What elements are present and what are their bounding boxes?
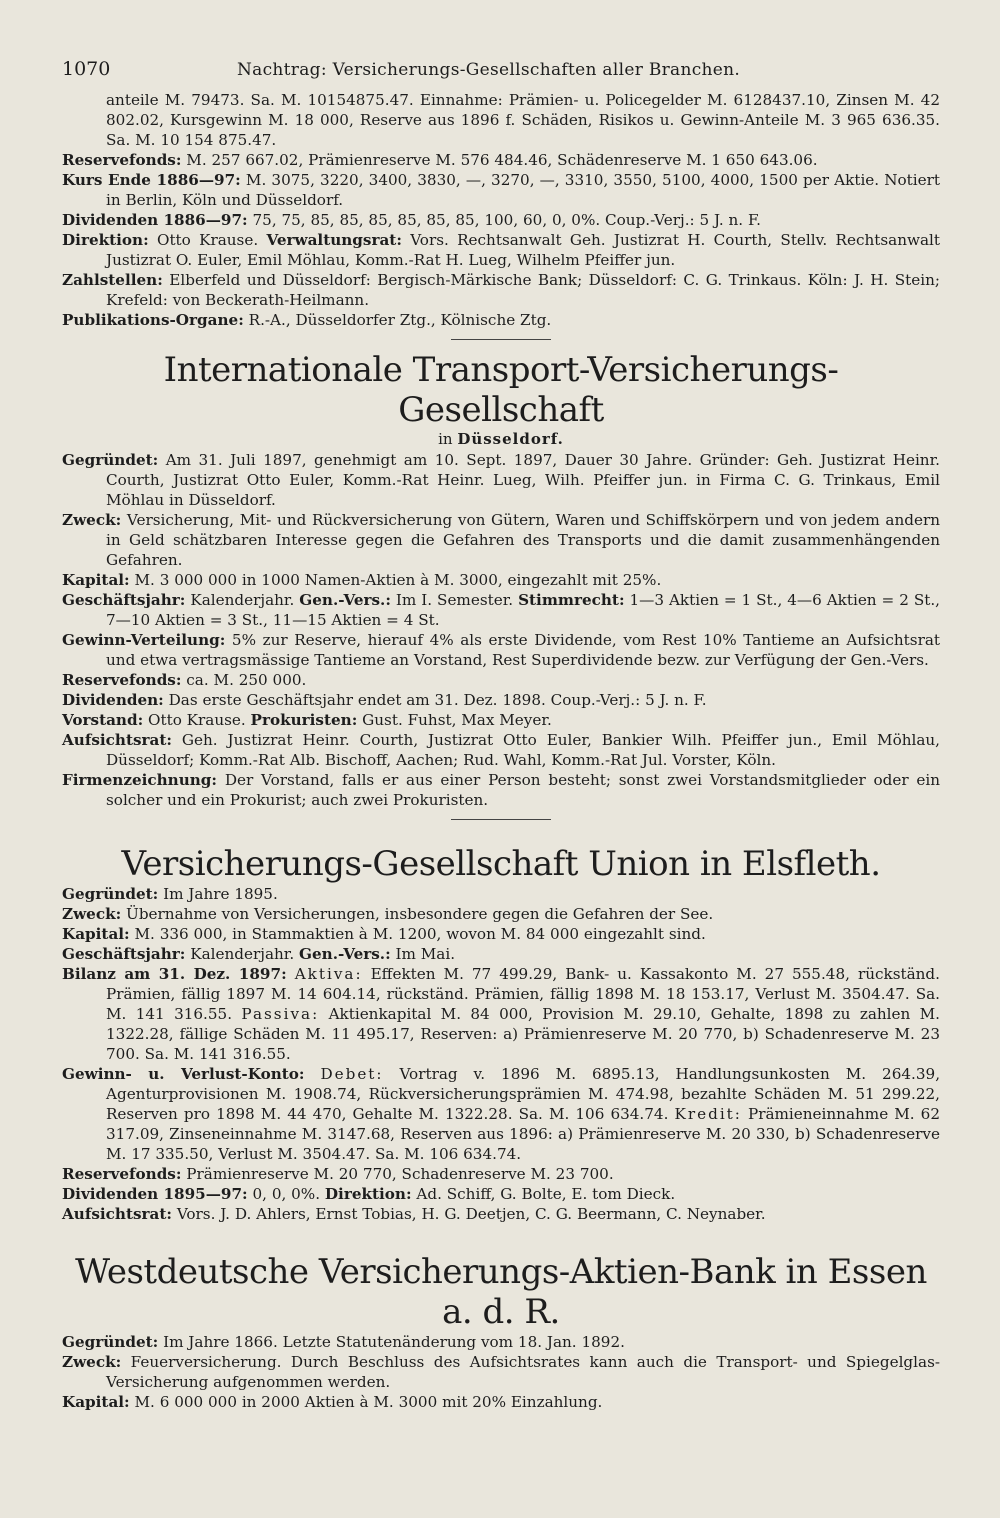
field-label: Direktion: (62, 231, 149, 249)
field-value: Im I. Semester. (395, 591, 514, 609)
subheading-place: Düsseldorf. (457, 430, 564, 448)
field-label: Zahlstellen: (62, 271, 163, 289)
entry-westdeutsche-bank (62, 1252, 940, 1412)
entry2-aufsichtsrat (62, 1204, 940, 1224)
field-label: Kapital: (62, 1393, 130, 1411)
entry2-kapital (62, 924, 940, 944)
entry1-vorstand (62, 710, 940, 730)
field-value: Im Jahre 1895. (163, 885, 278, 903)
subfield-label: Debet: (320, 1065, 384, 1083)
entry2-guv (62, 1064, 940, 1164)
field-value: Versicherung, Mit- und Rückversicherung von Gütern, Waren und Schiffskörpern und von jedem andern in Geld schätzbaren Interesse gegen die Gefahren des Transports und die damit zusammenhängenden Gefahren. (106, 511, 941, 569)
entry1-geschaeftsjahr (62, 590, 940, 630)
entry3-zweck (62, 1352, 940, 1392)
entry0-zahlstellen (62, 270, 940, 310)
field-value: Vors. J. D. Ahlers, Ernst Tobias, H. G. Deetjen, C. G. Beermann, C. Neynaber. (176, 1205, 766, 1223)
separator-rule (451, 339, 551, 340)
field-value: 5% zur Reserve, hierauf 4% als erste Dividende, vom Rest 10% Tantieme an Aufsichtsrat und etwa vertragsmässige Tantieme an Vorstand, Rest Superdividende bezw. zur Verfügung der Gen.-Vers. (106, 631, 940, 669)
entry3-gegruendet (62, 1332, 940, 1352)
field-value: Elberfeld und Düsseldorf: Bergisch-Märkische Bank; Düsseldorf: C. G. Trinkaus. Köln: J. H. Stein; Krefeld: von Beckerath-Heilmann. (106, 271, 940, 309)
entry1-aufsichtsrat (62, 730, 940, 770)
subfield-label: Kredit: (674, 1105, 742, 1123)
entry2-zweck (62, 904, 940, 924)
field-label: Gewinn-Verteilung: (62, 631, 226, 649)
field-label: Dividenden 1895—97: (62, 1185, 248, 1203)
field-label: Gegründet: (62, 1333, 159, 1351)
field-value: R.-A., Düsseldorfer Ztg., Kölnische Ztg. (248, 311, 552, 329)
field-label: Dividenden: (62, 691, 164, 709)
entry3-kapital (62, 1392, 940, 1412)
field-value: Im Mai. (395, 945, 456, 963)
entry-heading: Internationale Transport-Versicherungs-Gesellschaft (163, 350, 839, 430)
field-value: M. 3 000 000 in 1000 Namen-Aktien à M. 3000, eingezahlt mit 25%. (134, 571, 662, 589)
field-label: Geschäftsjahr: (62, 591, 186, 609)
entry0-dividenden (62, 210, 940, 230)
field-label: Gegründet: (62, 451, 159, 469)
subheading-prefix: in (438, 430, 453, 448)
field-label: Zweck: (62, 511, 122, 529)
separator-rule (451, 819, 551, 820)
entry1-gewinn (62, 630, 940, 670)
entry-internationale-transport (62, 350, 940, 810)
entry1-gegruendet (62, 450, 940, 510)
field-label: Gen.-Vers.: (299, 591, 391, 609)
field-label: Reservefonds: (62, 1165, 182, 1183)
field-value: Prämieneinnahme M. 62 317.09, Zinseneinnahme M. 3147.68, Reserven aus 1896: a) Prämienreserve M. 20 330, b) Schadenreserve M. 17 335.50, Verlust M. 3504.47. Sa. M. 106 634.74. (106, 1105, 941, 1163)
subfield-label: Passiva: (241, 1005, 320, 1023)
field-value: Kalenderjahr. (190, 945, 295, 963)
field-label: Reservefonds: (62, 151, 182, 169)
field-value: ca. M. 250 000. (186, 671, 307, 689)
subfield-label: Aktiva: (294, 965, 363, 983)
field-label: Publikations-Organe: (62, 311, 244, 329)
field-value: Feuerversicherung. Durch Beschluss des Aufsichtsrates kann auch die Transport- und Spiegelglas-Versicherung aufgenommen werden. (106, 1353, 940, 1391)
entry2-reservefonds (62, 1164, 940, 1184)
field-value: Geh. Justizrat Heinr. Courth, Justizrat Otto Euler, Bankier Wilh. Pfeiffer jun., Emil Möhlau, Düsseldorf; Komm.-Rat Alb. Bischoff, Aachen; Rud. Wahl, Komm.-Rat Jul. Vorster, Köln. (106, 731, 941, 769)
field-value: Vortrag v. 1896 M. 6895.13, Handlungsunkosten M. 264.39, Agenturprovisionen M. 1908.74, Rückversicherungsprämien M. 474.98, bezahlte Schäden M. 51 299.22, Reserven pro 1898 M. 44 470, Gehalte M. 1322.28. Sa. M. 106 634.74. (106, 1065, 941, 1123)
field-value: Otto Krause. (148, 711, 246, 729)
entry1-kapital (62, 570, 940, 590)
entry2-gegruendet (62, 884, 940, 904)
entry0-intro: anteile M. 79473. Sa. M. 10154875.47. Einnahme: Prämien- u. Policegelder M. 6128437.10, Zinsen M. 42 802.02, Kursgewinn M. 18 000, Reserve aus 1896 f. Schäden, Risikos u. Gewinn-Anteile M. 3 965 636.35. Sa. M. 10 154 875.47. (106, 91, 940, 149)
spacer (62, 1224, 940, 1252)
field-value: Am 31. Juli 1897, genehmigt am 10. Sept. 1897, Dauer 30 Jahre. Gründer: Geh. Justizrat Heinr. Courth, Justizrat Otto Euler, Komm.-Rat Heinr. Lueg, Wilh. Pfeiffer jun. in Firma C. G. Trinkaus, Emil Möhlau in Düsseldorf. (106, 451, 940, 509)
field-label: Gewinn- u. Verlust-Konto: (62, 1065, 305, 1083)
page-number: 1070 (62, 58, 111, 80)
entry0-kurs (62, 170, 940, 210)
entry2-bilanz (62, 964, 940, 1064)
field-value: 75, 75, 85, 85, 85, 85, 85, 85, 100, 60, 0, 0%. Coup.-Verj.: 5 J. n. F. (252, 211, 761, 229)
field-value: M. 6 000 000 in 2000 Aktien à M. 3000 mit 20% Einzahlung. (134, 1393, 603, 1411)
entry1-dividenden (62, 690, 940, 710)
field-label: Kapital: (62, 571, 130, 589)
entry-heading: Versicherungs-Gesellschaft Union in Elsfleth. (121, 844, 881, 884)
field-label: Zweck: (62, 1353, 122, 1371)
field-label: Stimmrecht: (518, 591, 625, 609)
entry-heading: Westdeutsche Versicherungs-Aktien-Bank in Essen a. d. R. (75, 1252, 927, 1332)
entry1-reservefonds (62, 670, 940, 690)
spacer (62, 830, 940, 844)
field-label: Direktion: (324, 1185, 412, 1203)
entry-union-elsfleth (62, 844, 940, 1224)
field-value: Prämienreserve M. 20 770, Schadenreserve M. 23 700. (186, 1165, 614, 1183)
field-value: Effekten M. 77 499.29, Bank- u. Kassakonto M. 27 555.48, rückständ. Prämien, fällig 1897 M. 14 604.14, rückständ. Prämien, fällig 1898 M. 18 153.17, Verlust M. 3504.47. Sa. M. 141 316.55. (106, 965, 940, 1023)
field-label: Aufsichtsrat: (62, 731, 172, 749)
field-label: Gen.-Vers.: (299, 945, 391, 963)
field-label: Vorstand: (62, 711, 144, 729)
field-label: Firmenzeichnung: (62, 771, 218, 789)
entry2-geschaeftsjahr (62, 944, 940, 964)
field-value: Otto Krause. (157, 231, 259, 249)
field-value: Im Jahre 1866. Letzte Statutenänderung vom 18. Jan. 1892. (163, 1333, 625, 1351)
entry0-reservefonds (62, 150, 940, 170)
entry1-zweck (62, 510, 940, 570)
running-head (62, 50, 940, 90)
running-title: Nachtrag: Versicherungs-Gesellschaften aller Branchen. (237, 60, 741, 80)
field-label: Geschäftsjahr: (62, 945, 186, 963)
field-value: Vors. Rechtsanwalt Geh. Justizrat H. Courth, Stellv. Rechtsanwalt Justizrat O. Euler, Emil Möhlau, Komm.-Rat H. Lueg, Wilhelm Pfeiffer jun. (106, 231, 940, 269)
entry1-firmen (62, 770, 940, 810)
field-value: Das erste Geschäftsjahr endet am 31. Dez. 1898. Coup.-Verj.: 5 J. n. F. (168, 691, 707, 709)
field-label: Kapital: (62, 925, 130, 943)
field-label: Bilanz am 31. Dez. 1897: (62, 965, 287, 983)
field-label: Dividenden 1886—97: (62, 211, 248, 229)
entry-continued (62, 90, 940, 330)
entry0-direktion (62, 230, 940, 270)
field-label: Aufsichtsrat: (62, 1205, 172, 1223)
field-value: M. 3075, 3220, 3400, 3830, —, 3270, —, 3310, 3550, 5100, 4000, 1500 per Aktie. Notiert in Berlin, Köln und Düsseldorf. (106, 171, 940, 209)
field-value: M. 257 667.02, Prämienreserve M. 576 484.46, Schädenreserve M. 1 650 643.06. (186, 151, 818, 169)
field-value: 1—3 Aktien = 1 St., 4—6 Aktien = 2 St., 7—10 Aktien = 3 St., 11—15 Aktien = 4 St. (106, 591, 940, 629)
entry0-publikation (62, 310, 940, 330)
field-value: Ad. Schiff, G. Bolte, E. tom Dieck. (416, 1185, 676, 1203)
field-value: Kalenderjahr. (190, 591, 295, 609)
field-label: Verwaltungsrat: (266, 231, 402, 249)
field-value: Der Vorstand, falls er aus einer Person besteht; sonst zwei Vorstandsmitglieder oder ein solcher und ein Prokurist; auch zwei Prokuristen. (106, 771, 941, 809)
field-value: 0, 0, 0%. (252, 1185, 321, 1203)
field-value: Übernahme von Versicherungen, insbesondere gegen die Gefahren der See. (126, 905, 714, 923)
field-label: Kurs Ende 1886—97: (62, 171, 241, 189)
field-label: Zweck: (62, 905, 122, 923)
field-value: Aktienkapital M. 84 000, Provision M. 29.10, Gehalte, 1898 zu zahlen M. 1322.28, fällige Schäden M. 11 495.17, Reserven: a) Prämienreserve M. 20 770, b) Schadenreserve M. 23 700. Sa. M. 141 316.55. (106, 1005, 941, 1063)
field-value: M. 336 000, in Stammaktien à M. 1200, wovon M. 84 000 eingezahlt sind. (134, 925, 706, 943)
field-value: Gust. Fuhst, Max Meyer. (362, 711, 552, 729)
entry2-dividenden (62, 1184, 940, 1204)
field-label: Reservefonds: (62, 671, 182, 689)
field-label: Prokuristen: (250, 711, 358, 729)
entry-subheading (62, 430, 940, 448)
field-label: Gegründet: (62, 885, 159, 903)
